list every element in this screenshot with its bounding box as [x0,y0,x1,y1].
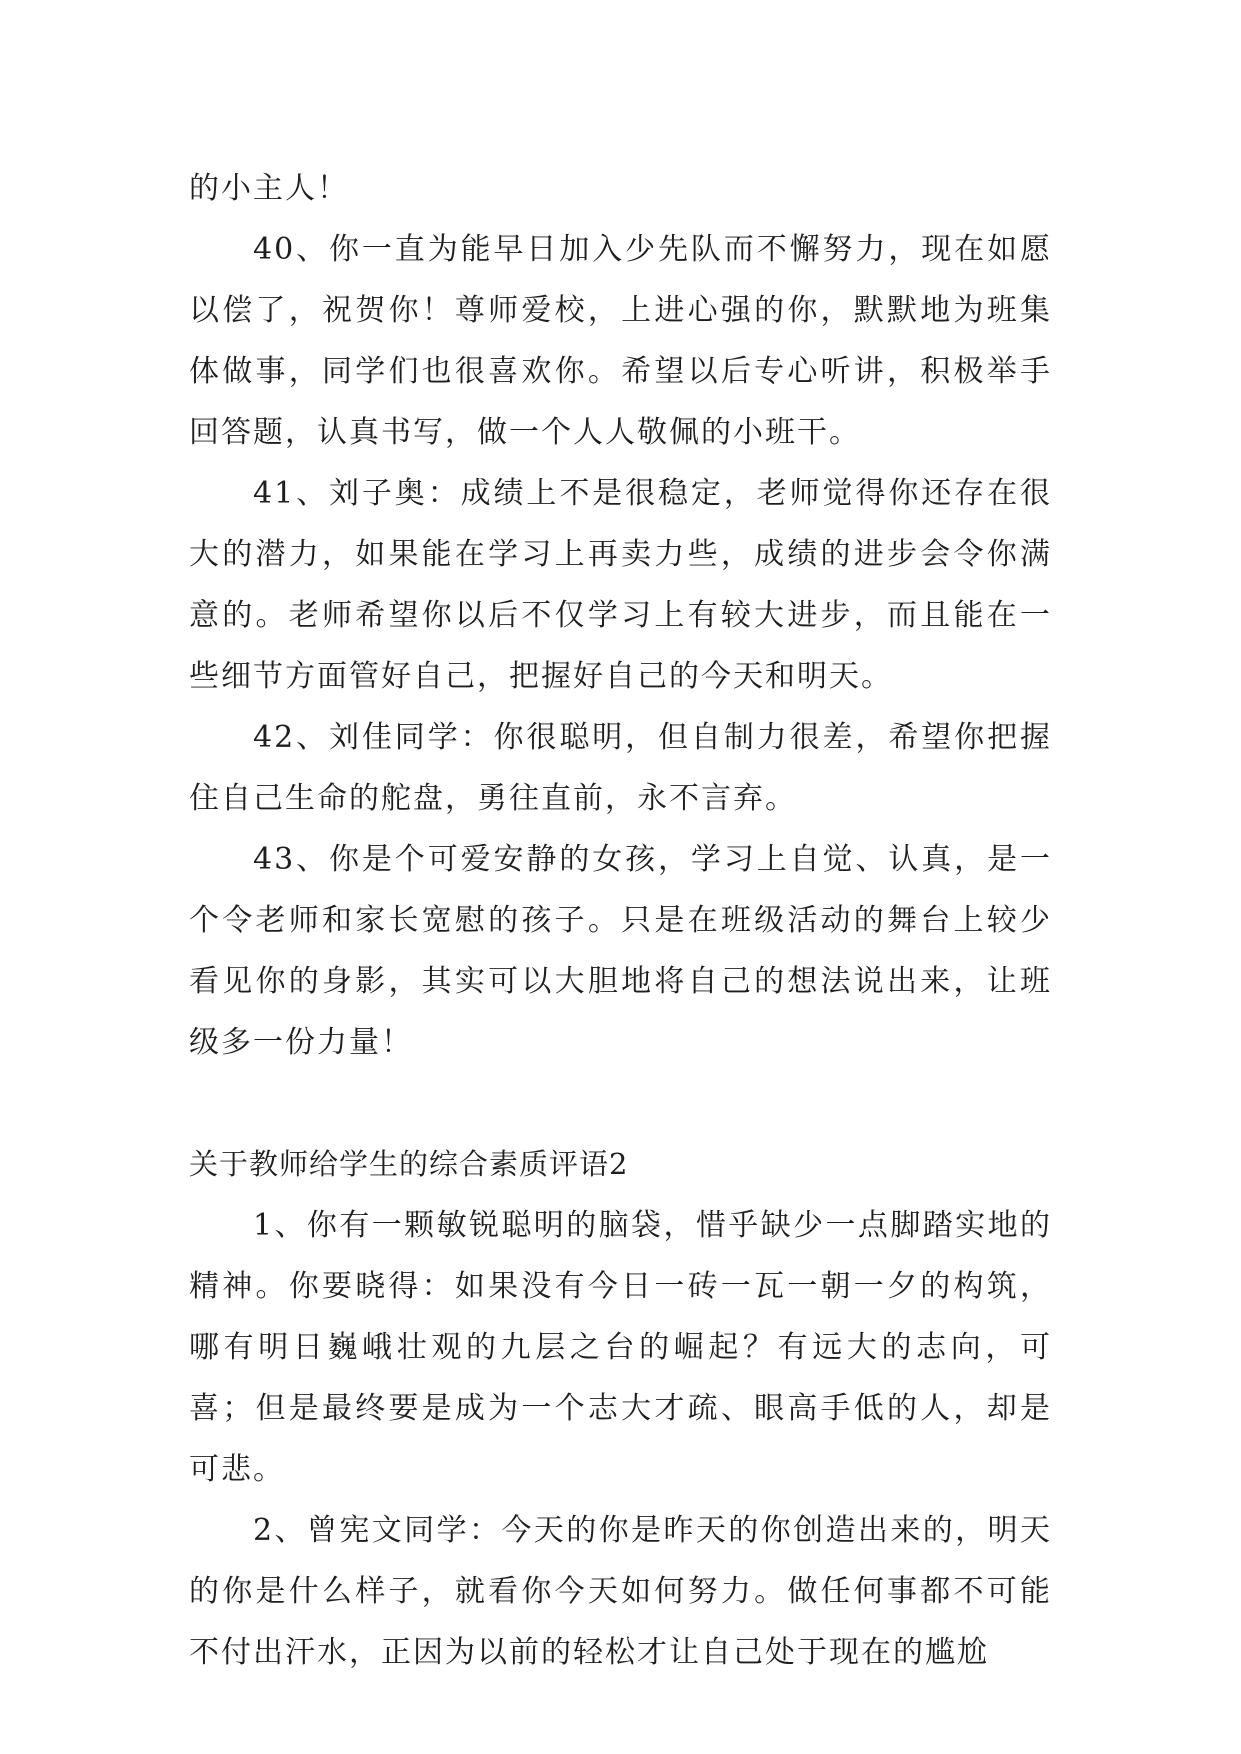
paragraph-continuation: 的小主人！ [189,171,349,206]
comment-40: 40、你一直为能早日加入少先队而不懈努力，现在如愿以偿了，祝贺你！尊师爱校，上进心强的你，默默地为班集体做事，同学们也很喜欢你。希望以后专心听讲，积极举手回答题，认真书写，做一个人人敬佩的小班干。 [189,232,1052,450]
document-body [189,158,1052,1683]
comment-2: 2、曾宪文同学：今天的你是昨天的你创造出来的，明天的你是什么样子，就看你今天如何努力。做任何事都不可能不付出汗水，正因为以前的轻松才让自己处于现在的尴尬 [189,1513,1052,1670]
section-heading: 关于教师给学生的综合素质评语2 [189,1147,629,1181]
comment-1: 1、你有一颗敏锐聪明的脑袋，惜乎缺少一点脚踏实地的精神。你要晓得：如果没有今日一砖一瓦一朝一夕的构筑，哪有明日巍峨壮观的九层之台的崛起？有远大的志向，可喜；但是最终要是成为一个志大才疏、眼高手低的人，却是可悲。 [189,1208,1052,1487]
comment-41: 41、刘子奥：成绩上不是很稳定，老师觉得你还存在很大的潜力，如果能在学习上再卖力些，成绩的进步会令你满意的。老师希望你以后不仅学习上有较大进步，而且能在一些细节方面管好自己，把握好自己的今天和明天。 [189,476,1052,694]
comment-42: 42、刘佳同学：你很聪明，但自制力很差，希望你把握住自己生命的舵盘，勇往直前，永不言弃。 [189,720,1052,816]
section-spacer [189,1073,1052,1134]
comment-43: 43、你是个可爱安静的女孩，学习上自觉、认真，是一个令老师和家长宽慰的孩子。只是在班级活动的舞台上较少看见你的身影，其实可以大胆地将自己的想法说出来，让班级多一份力量！ [189,842,1052,1060]
